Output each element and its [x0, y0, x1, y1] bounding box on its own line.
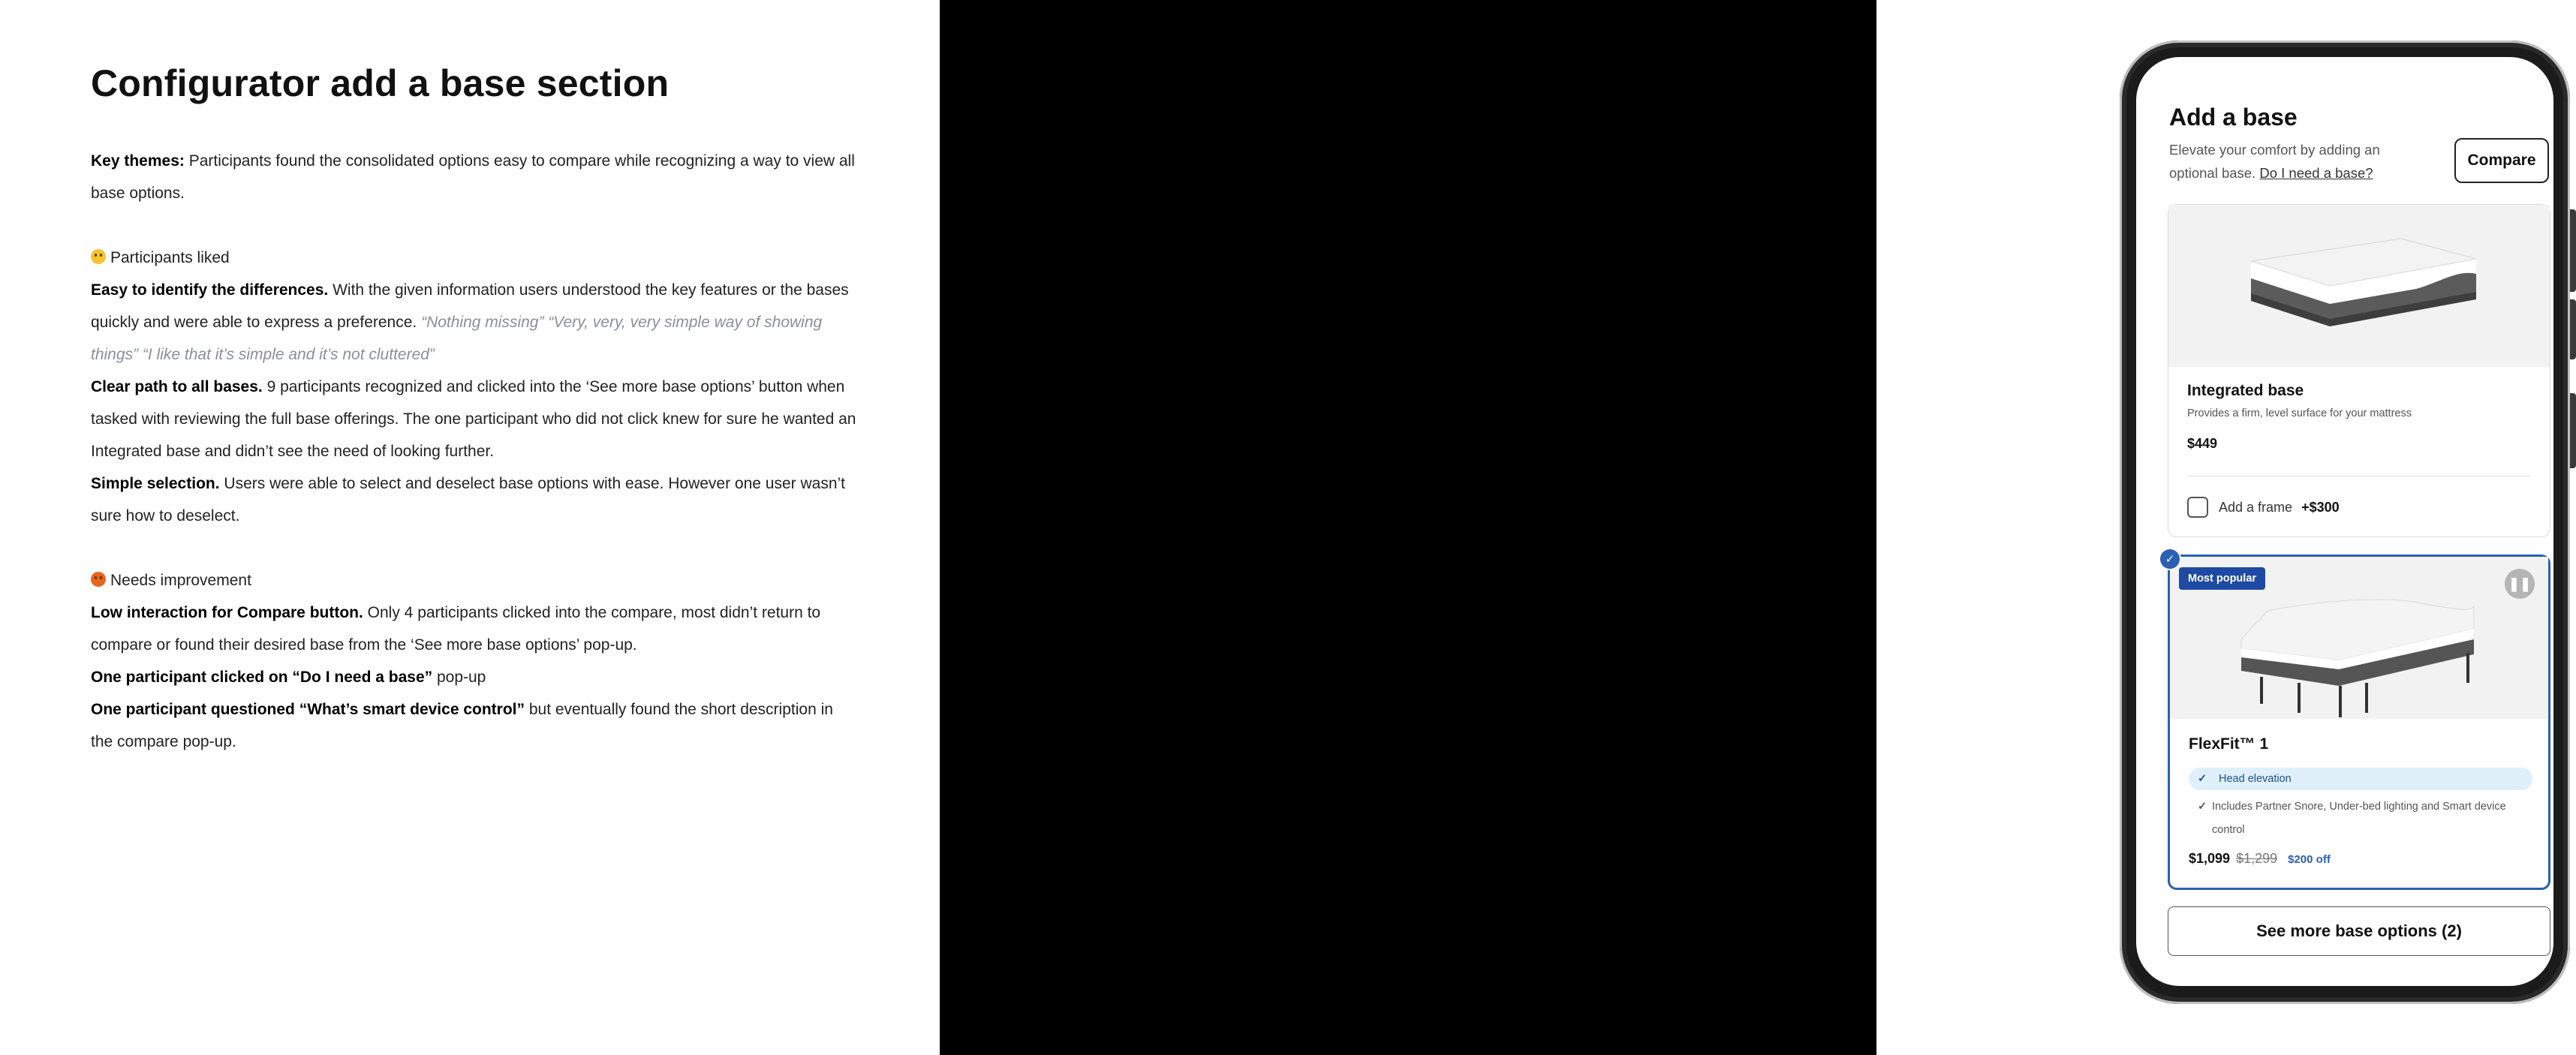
- card-description: Provides a firm, level surface for your mattress: [2187, 407, 2412, 419]
- improve-heading: Needs improvement: [91, 564, 856, 597]
- phone-side-button: [2570, 299, 2576, 359]
- add-frame-row[interactable]: Add a frame +$300: [2187, 497, 2340, 518]
- feature-includes: ✓ Includes Partner Snore, Under-bed lighting and Smart device control: [2189, 795, 2534, 842]
- check-icon: ✓: [2198, 773, 2207, 785]
- slide-title: Configurator add a base section: [91, 62, 670, 104]
- phone-side-button: [2570, 209, 2576, 292]
- frown-emoji-icon: [91, 572, 106, 587]
- add-frame-checkbox[interactable]: [2187, 497, 2208, 518]
- notes-body: [91, 145, 856, 758]
- selected-check-icon: ✓: [2159, 548, 2181, 570]
- price-row: $1,099 $1,299 $200 off: [2189, 851, 2331, 866]
- compare-button[interactable]: Compare: [2454, 138, 2549, 183]
- card-name: FlexFit™ 1: [2189, 735, 2269, 753]
- see-more-base-options-button[interactable]: See more base options (2): [2168, 906, 2550, 956]
- liked-item: Simple selection. Users were able to select and deselect base options with ease. However one user wasn’t sure how to deselect.: [91, 475, 846, 524]
- do-i-need-base-link[interactable]: Do I need a base?: [2259, 165, 2373, 181]
- phone-screen: [2136, 57, 2553, 986]
- card-name: Integrated base: [2187, 382, 2304, 399]
- screen-title: Add a base: [2169, 104, 2298, 131]
- phone-side-button: [2570, 393, 2576, 468]
- screen-subtitle: Elevate your comfort by adding an optional base. Do I need a base?: [2169, 142, 2380, 181]
- feature-head-elevation: ✓ Head elevation: [2189, 768, 2532, 790]
- improve-item: One participant questioned “What’s smart device control” but eventually found the short description in the compare pop-up.: [91, 701, 833, 750]
- notes-panel: [0, 0, 940, 1055]
- check-icon: ✓: [2198, 801, 2207, 813]
- pause-icon[interactable]: ❚❚: [2505, 569, 2535, 599]
- smile-emoji-icon: [91, 249, 106, 264]
- improve-item: Low interaction for Compare button. Only 4 participants clicked into the compare, most didn’t return to compare or found their desired base from the ‘See more base options’ pop-up.: [91, 604, 821, 654]
- phone-stage: [940, 0, 2536, 1055]
- improve-item: One participant clicked on “Do I need a base” pop-up: [91, 669, 486, 686]
- phone-frame: [2120, 41, 2570, 1004]
- most-popular-badge: Most popular: [2179, 567, 2265, 590]
- card-price: $449: [2187, 436, 2218, 451]
- liked-heading: Participants liked: [91, 242, 856, 274]
- flexfit-card[interactable]: [2168, 555, 2550, 890]
- liked-item: Easy to identify the differences. With the given information users understood the key features or the bases quickly and were able to express a preference. “Nothing missing” “Very, very, very simple way of showing things” “I like that it’s simple and it’s not cluttered”: [91, 281, 849, 363]
- integrated-base-card[interactable]: [2168, 204, 2550, 537]
- liked-item: Clear path to all bases. 9 participants recognized and clicked into the ‘See more base options’ button when tasked with reviewing the full base offerings. The one participant who did not click knew for sure he wanted an Integrated base and didn’t see the need of looking further.: [91, 378, 856, 460]
- integrated-base-image: [2168, 205, 2550, 367]
- key-themes: Key themes: Participants found the consolidated options easy to compare while recognizing a way to view all base options.: [91, 152, 855, 202]
